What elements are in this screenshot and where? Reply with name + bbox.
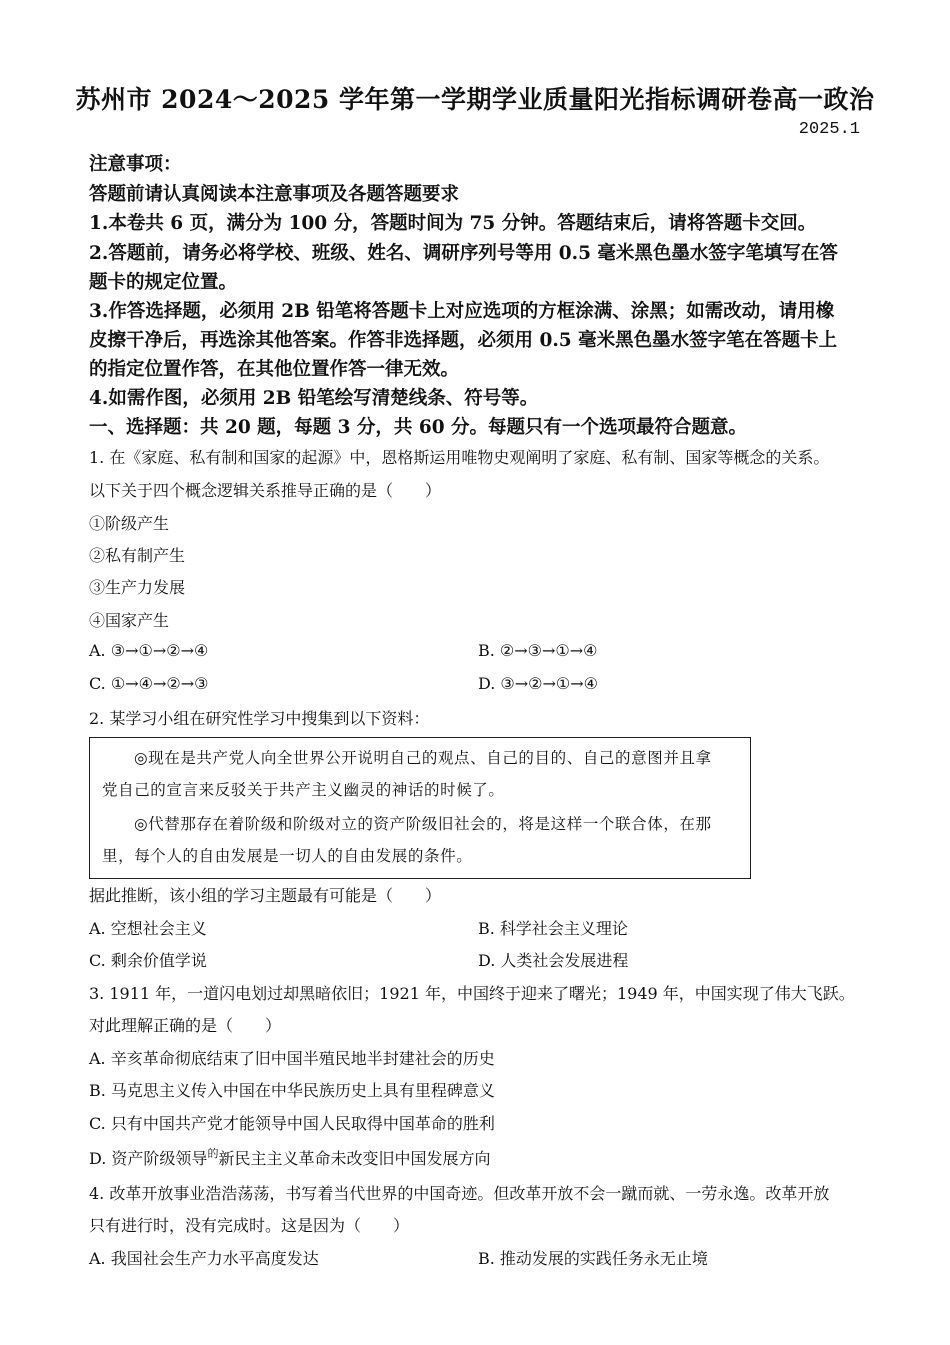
section-1-heading: 一、选择题：共 20 题，每题 3 分，共 60 分。每题只有一个选项最符合题意。 — [89, 417, 748, 438]
q2-quote-2-line-1: ◎代替那存在着阶级和阶级对立的资产阶级旧社会的，将是这样一个联合体，在那 — [134, 815, 712, 833]
q1-item-1: ①阶级产生 — [89, 514, 170, 533]
q3-option-c: C. 只有中国共产党才能领导中国人民取得中国革命的胜利 — [89, 1114, 495, 1133]
page-title: 苏州市 2024～2025 学年第一学期学业质量阳光指标调研卷高一政治 — [75, 85, 875, 114]
q3-option-b: B. 马克思主义传入中国在中华民族历史上具有里程碑意义 — [89, 1081, 495, 1100]
q4-option-b: B. 推动发展的实践任务永无止境 — [478, 1249, 708, 1268]
q1-stem-line-2: 以下关于四个概念逻辑关系推导正确的是（ ） — [89, 481, 442, 500]
notes-intro: 答题前请认真阅读本注意事项及各题答题要求 — [89, 184, 460, 205]
q3-stem-line-1: 3. 1911 年，一道闪电划过却黑暗依旧；1921 年，中国终于迎来了曙光；1949 年，中国实现了伟大飞跃。 — [89, 984, 855, 1003]
notes-heading: 注意事项： — [89, 154, 182, 175]
q1-option-b: B. ②→③→①→④ — [478, 641, 598, 660]
exam-date: 2025.1 — [798, 120, 860, 139]
q4-stem-line-2: 只有进行时，没有完成时。这是因为（ ） — [89, 1216, 410, 1235]
q2-option-b: B. 科学社会主义理论 — [478, 919, 628, 938]
q3-option-d-small-char: 的 — [207, 1147, 219, 1160]
q3-stem-line-2: 对此理解正确的是（ ） — [89, 1016, 282, 1035]
q1-option-a: A. ③→①→②→④ — [89, 641, 209, 660]
q2-material-box — [89, 737, 751, 879]
notes-item-4: 4.如需作图，必须用 2B 铅笔绘写清楚线条、符号等。 — [89, 388, 539, 409]
notes-item-2-line-1: 2.答题前，请务必将学校、班级、姓名、调研序列号等用 0.5 毫米黑色墨水签字笔填写在答 — [89, 243, 838, 264]
q1-item-3: ③生产力发展 — [89, 578, 186, 597]
q3-option-d — [89, 1146, 490, 1169]
notes-item-1: 1.本卷共 6 页，满分为 100 分，答题时间为 75 分钟。答题结束后，请将答题卡交回。 — [89, 213, 817, 234]
q1-option-d: D. ③→②→①→④ — [478, 674, 599, 693]
notes-item-3-line-2: 皮擦干净后，再选涂其他答案。作答非选择题，必须用 0.5 毫米黑色墨水签字笔在答题卡上 — [89, 330, 838, 351]
notes-item-3-line-1: 3.作答选择题，必须用 2B 铅笔将答题卡上对应选项的方框涂满、涂黑；如需改动，请用橡 — [89, 301, 835, 322]
q1-stem-line-1: 1. 在《家庭、私有制和国家的起源》中，恩格斯运用唯物史观阐明了家庭、私有制、国家等概念的关系。 — [89, 448, 830, 467]
notes-item-3-line-3: 的指定位置作答，在其他位置作答一律无效。 — [89, 359, 460, 380]
q1-option-c: C. ①→④→②→③ — [89, 674, 209, 693]
notes-item-2-line-2: 题卡的规定位置。 — [89, 272, 238, 293]
q3-option-d-part-2: 新民主主义革命未改变旧中国发展方向 — [218, 1149, 491, 1168]
q2-quote-1-line-1: ◎现在是共产党人向全世界公开说明自己的观点、自己的目的、自己的意图并且拿 — [134, 749, 712, 767]
q2-option-a: A. 空想社会主义 — [89, 919, 207, 938]
q1-item-2: ②私有制产生 — [89, 546, 186, 565]
q2-question: 据此推断，该小组的学习主题最有可能是（ ） — [89, 886, 442, 905]
q1-item-4: ④国家产生 — [89, 611, 170, 630]
q2-quote-1-line-2: 党自己的宣言来反驳关于共产主义幽灵的神话的时候了。 — [102, 781, 505, 799]
q3-option-a: A. 辛亥革命彻底结束了旧中国半殖民地半封建社会的历史 — [89, 1049, 495, 1068]
q2-option-c: C. 剩余价值学说 — [89, 951, 207, 970]
q2-stem: 2. 某学习小组在研究性学习中搜集到以下资料： — [89, 709, 430, 728]
q2-option-d: D. 人类社会发展进程 — [478, 951, 629, 970]
q4-stem-line-1: 4. 改革开放事业浩浩荡荡，书写着当代世界的中国奇迹。但改革开放不会一蹴而就、一劳永逸。改革开放 — [89, 1184, 830, 1203]
q3-option-d-part-1: D. 资产阶级领导 — [89, 1149, 208, 1168]
q4-option-a: A. 我国社会生产力水平高度发达 — [89, 1249, 319, 1268]
q2-quote-2-line-2: 里，每个人的自由发展是一切人的自由发展的条件。 — [102, 847, 473, 865]
